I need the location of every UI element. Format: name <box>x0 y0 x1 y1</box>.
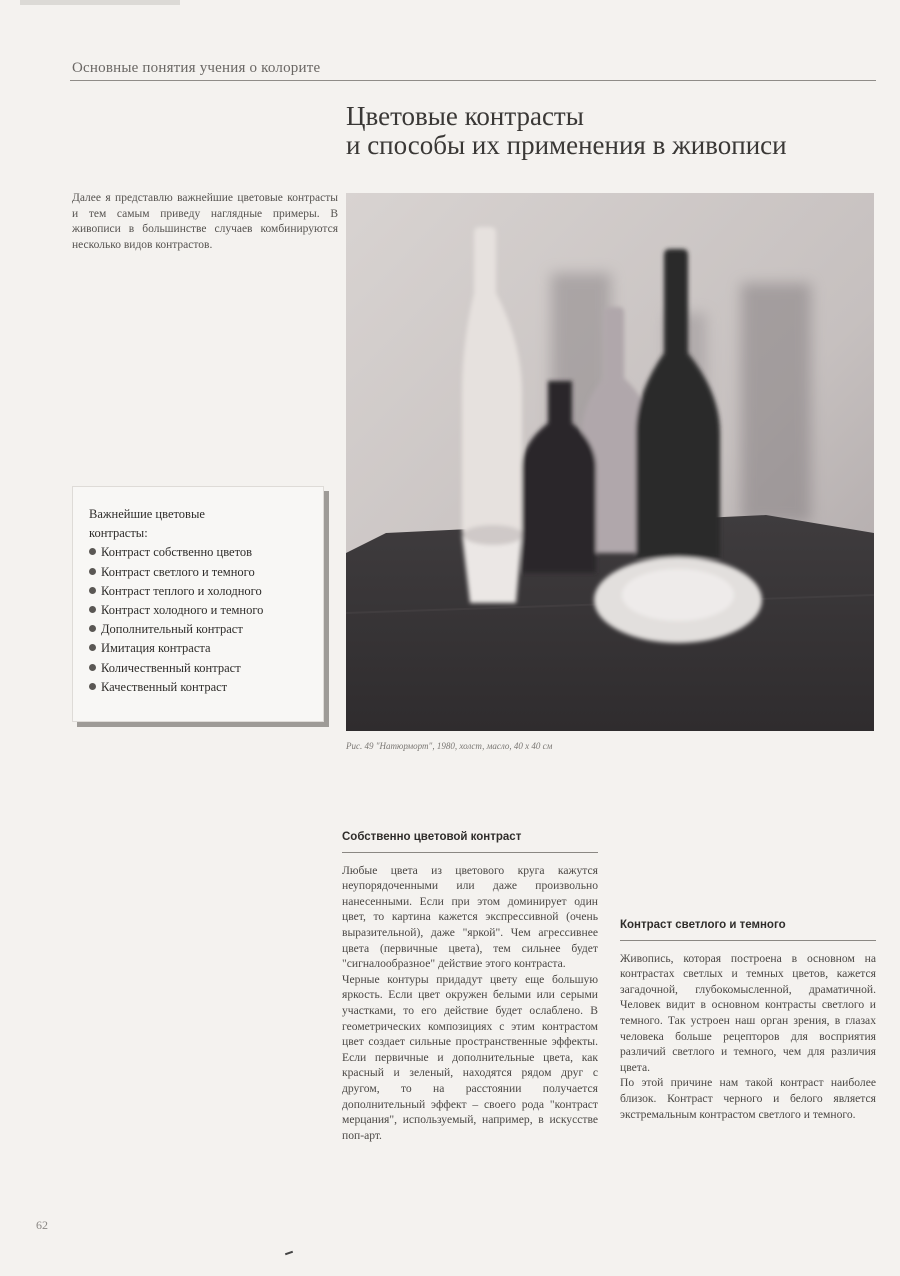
box-heading-line-1: Важнейшие цветовые <box>89 507 205 521</box>
column-left <box>342 830 598 1142</box>
list-item: Имитация контраста <box>89 639 315 658</box>
section-heading-color-contrast: Собственно цветовой контраст <box>342 830 598 853</box>
still-life-painting <box>346 193 874 731</box>
intro-text: Далее я представлю важнейшие цветовые контрасты и тем самым приведу наглядные примеры. В живописи в большинстве случаев комбинируются несколько видов контрастов. <box>72 192 338 251</box>
box-heading <box>89 505 315 543</box>
section1-paragraph-1: Любые цвета из цветового круга кажутся неупорядоченными или даже произвольно нанесенными. Если при этом доминирует один цвет, то картина кажется экспрессивной (очень выразительной), даже "яркой". Чем агрессивнее цвета (первичные цвета), тем сильнее будет "сигналообразное" действие этого контраста. <box>342 863 598 971</box>
bullet-icon <box>89 664 96 671</box>
bullet-icon <box>89 644 96 651</box>
section-heading-light-dark: Контраст светлого и темного <box>620 918 876 941</box>
section1-paragraph-2: Черные контуры придадут цвету еще большую яркость. Если цвет окружен белыми или серыми участками, то его действие будет ослаблено. В геометрических композициях с этим контрастом цвет создает сильные пространственные эффекты. Если первичные и дополнительные цвета, как красный и зеленый, находятся рядом друг с другом, то на расстоянии получается дополнительный эффект – своего рода "контраст мерцания", используемый, например, в искусстве поп-арт. <box>342 972 598 1142</box>
list-item: Контраст теплого и холодного <box>89 582 315 601</box>
title-line-2: и способы их применения в живописи <box>346 130 787 160</box>
title-line-1: Цветовые контрасты <box>346 101 584 131</box>
section2-paragraph-1: Живопись, которая построена в основном на контрастах светлых и темных цветов, кажется загадочной, глубокомысленной, драматичной. Человек видит в основном контрасты светлого и темного. Так устроен наш орган зрения, в глазах человека больше рецепторов для восприятия различий светлого и темного, чем для различия цвета. <box>620 951 876 1074</box>
top-edge-strip <box>20 0 180 5</box>
list-item: Контраст холодного и темного <box>89 601 315 620</box>
contrasts-list <box>89 543 315 697</box>
stray-mark <box>285 1251 293 1256</box>
page-title <box>346 102 787 160</box>
running-head: Основные понятия учения о колорите <box>72 60 321 76</box>
section2-paragraph-2: По этой причине нам такой контраст наиболее близок. Контраст черного и белого является экстремальным контрастом светлого и темного. <box>620 1076 876 1121</box>
bullet-icon <box>89 683 96 690</box>
bullet-icon <box>89 548 96 555</box>
figure-caption: Рис. 49 "Натюрморт", 1980, холст, масло, 40 х 40 см <box>346 741 553 751</box>
bullet-icon <box>89 606 96 613</box>
box-heading-line-2: контрасты: <box>89 526 148 541</box>
contrasts-box <box>72 486 324 722</box>
list-item: Контраст светлого и темного <box>89 563 315 582</box>
bullet-icon <box>89 625 96 632</box>
header-rule <box>70 80 876 81</box>
still-life-illustration <box>346 193 874 731</box>
column-right <box>620 918 876 1122</box>
list-item: Количественный контраст <box>89 659 315 678</box>
page-number: 62 <box>36 1218 48 1232</box>
list-item: Контраст собственно цветов <box>89 543 315 562</box>
list-item: Качественный контраст <box>89 678 315 697</box>
bullet-icon <box>89 568 96 575</box>
bullet-icon <box>89 587 96 594</box>
list-item: Дополнительный контраст <box>89 620 315 639</box>
